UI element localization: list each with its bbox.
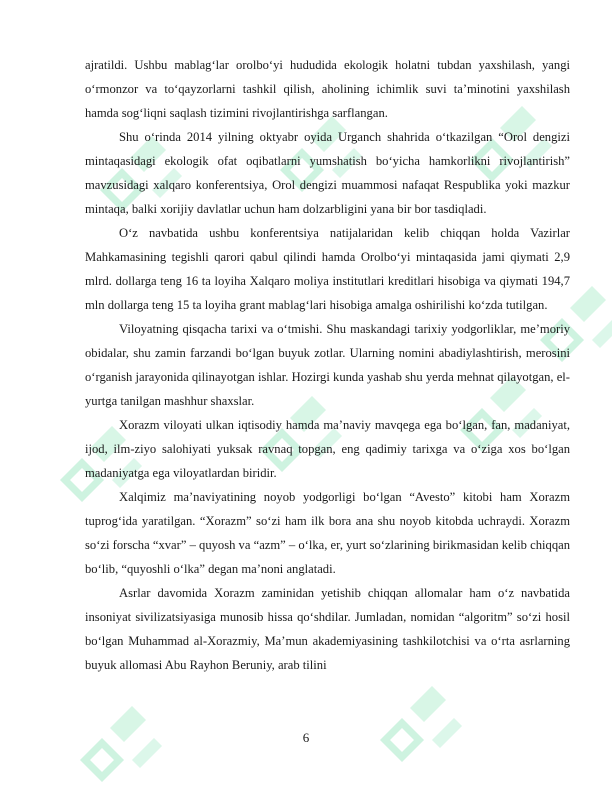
- paragraph-3: O‘z navbatida ushbu konferentsiya natijalaridan kelib chiqqan holda Vazirlar Mahkamasining tegishli qarori qabul qilindi hamda Orolbo‘yi mintaqasida jami qiymati 2,9 mlrd. dollarga teng 16 ta loyiha Xalqaro moliya institutlari kreditlari hisobiga va qiymati 194,7 mln dollarga teng 15 ta loyiha grant mablag‘lari hisobiga amalga oshirilishi ko‘zda tutilgan.: [85, 226, 570, 312]
- paragraph-5: Xorazm viloyati ulkan iqtisodiy hamda ma’naviy mavqega ega bo‘lgan, fan, madaniyat, ijod, ilm-ziyo salohiyati yuksak ravnaq topgan, eng qadimiy tarixga va o‘ziga xos bo‘lgan madaniyatga ega viloyatlardan biridir.: [85, 418, 570, 480]
- paragraph-4: Viloyatning qisqacha tarixi va o‘tmishi. Shu maskandagi tarixiy yodgorliklar, me’moriy obidalar, shu zamin farzandi bo‘lgan buyuk zotlar. Ularning nomini abadiylashtirish, merosini o‘rganish jarayonida qilinayotgan ishlar. Hozirgi kunda yashab shu yerda mehnat qilayotgan, el-yurtga tanilgan mashhur shaxslar.: [85, 322, 570, 408]
- paragraph-6: Xalqimiz ma’naviyatining noyob yodgorligi bo‘lgan “Avesto” kitobi ham Xorazm tuprog‘ida yaratilgan. “Xorazm” so‘zi ham ilk bora ana shu noyob kitobda uchraydi. Xorazm so‘zi forscha “xvar” – quyosh va “azm” – o‘lka, er, yurt so‘zlarining birikmasidan kelib chiqqan bo‘lib, “quyoshli o‘lka” degan ma’noni anglatadi.: [85, 490, 570, 576]
- document-body: [85, 53, 570, 677]
- paragraph-7: Asrlar davomida Xorazm zaminidan yetishib chiqqan allomalar ham o‘z navbatida insoniyat sivilizatsiyasiga munosib hissa qo‘shdilar. Jumladan, nomidan “algoritm” so‘zi hosil bo‘lgan Muhammad al-Xorazmiy, Ma’mun akademiyasining tashkilotchisi va o‘rta asrlarning buyuk allomasi Abu Rayhon Beruniy, arab tilini: [85, 586, 570, 672]
- paragraph-2: Shu o‘rinda 2014 yilning oktyabr oyida Urganch shahrida o‘tkazilgan “Orol dengizi mintaqasidagi ekologik ofat oqibatlarni yumshatish bo‘yicha hamkorlikni rivojlantirish” mavzusidagi xalqaro konferentsiya, Orol dengizi muammosi nafaqat Respublika yoki mazkur mintaqa, balki xorijiy davlatlar uchun ham dolzarbligini yana bir bor tasdiqladi.: [85, 130, 570, 216]
- page-number: 6: [302, 730, 310, 745]
- paragraph-1: ajratildi. Ushbu mablag‘lar orolbo‘yi hududida ekologik holatni tubdan yaxshilash, yangi o‘rmonzor va to‘qayzorlarni tashkil qilish, aholining ichimlik suvi ta’minotini yaxshilash hamda sog‘liqni saqlash tizimini rivojlantirishga sarflangan.: [85, 58, 570, 120]
